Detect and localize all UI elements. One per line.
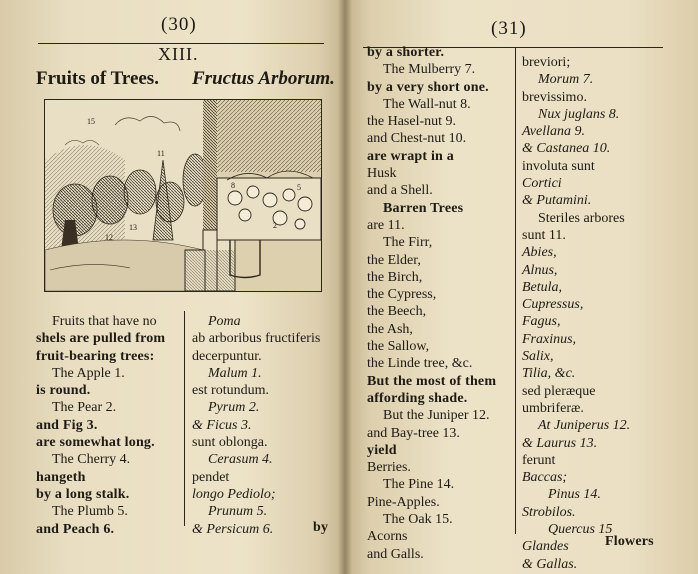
english-line: the Elder, bbox=[367, 252, 421, 268]
latin-line: Malum 1. bbox=[208, 365, 262, 381]
woodcut-number-15: 15 bbox=[87, 117, 95, 126]
latin-line: Avellana 9. bbox=[522, 124, 585, 140]
title-english: Fruits of Trees. bbox=[36, 68, 159, 89]
english-line: by a very short one. bbox=[367, 79, 489, 95]
latin-line: ferunt bbox=[522, 452, 556, 468]
latin-line: Abies, bbox=[522, 245, 557, 261]
latin-line: Morum 7. bbox=[538, 72, 594, 88]
latin-line: Poma bbox=[208, 314, 241, 329]
english-line: The Apple 1. bbox=[52, 365, 125, 381]
english-line: The Pine 14. bbox=[383, 477, 455, 493]
latin-line: involuta sunt bbox=[522, 158, 595, 174]
english-line: the Birch, bbox=[367, 269, 423, 285]
latin-line: Pyrum 2. bbox=[208, 400, 260, 416]
english-line: The Plumb 5. bbox=[52, 504, 128, 520]
latin-line: Quercus 15 bbox=[548, 522, 613, 538]
woodcut-number-12: 12 bbox=[105, 233, 113, 242]
english-line: The Wall-nut 8. bbox=[383, 96, 471, 112]
orchard-engraving bbox=[45, 100, 321, 291]
english-line: Pine-Apples. bbox=[367, 494, 440, 510]
latin-line: Betula, bbox=[522, 279, 563, 295]
latin-line: Glandes bbox=[522, 539, 569, 555]
latin-line: est rotundum. bbox=[192, 383, 269, 399]
english-line: shels are pulled from bbox=[36, 331, 166, 347]
latin-line: & Ficus 3. bbox=[192, 417, 252, 433]
english-line: and a Shell. bbox=[367, 183, 433, 199]
english-line: and Galls. bbox=[367, 546, 424, 562]
english-line: Fruits that have no bbox=[52, 314, 157, 329]
woodcut-number-13: 13 bbox=[129, 223, 137, 232]
latin-line: & Gallas. bbox=[522, 556, 578, 572]
right-latin-column bbox=[522, 54, 630, 573]
left-english-column bbox=[36, 313, 165, 538]
latin-line: & Castanea 10. bbox=[522, 141, 611, 157]
latin-line: Tilia, &c. bbox=[522, 366, 576, 382]
latin-line: At Juniperus 12. bbox=[538, 418, 631, 434]
english-line: But the Juniper 12. bbox=[383, 408, 490, 424]
english-line: are somewhat long. bbox=[36, 435, 155, 451]
latin-line: & Laurus 13. bbox=[522, 435, 598, 451]
latin-line: pendet bbox=[192, 469, 230, 485]
english-line: the Linde tree, &c. bbox=[367, 356, 473, 372]
english-line: yield bbox=[367, 442, 397, 458]
title-latin: Fructus Arborum. bbox=[192, 68, 335, 89]
chapter-number: XIII. bbox=[158, 44, 199, 64]
latin-line: Alnus, bbox=[522, 262, 558, 278]
latin-line: ab arboribus fructiferis bbox=[192, 331, 321, 347]
english-line: The Firr, bbox=[383, 235, 433, 251]
english-line: and Chest-nut 10. bbox=[367, 131, 467, 147]
english-line: Berries. bbox=[367, 460, 411, 476]
english-line: The Mulberry 7. bbox=[383, 62, 476, 78]
latin-line: brevissimo. bbox=[522, 89, 587, 105]
english-line: the Beech, bbox=[367, 304, 427, 320]
latin-line: Steriles arbores bbox=[538, 210, 625, 226]
left-page bbox=[0, 0, 345, 574]
latin-line: Fagus, bbox=[522, 314, 561, 330]
english-line: is round. bbox=[36, 383, 91, 399]
latin-line: umbriferæ. bbox=[522, 400, 584, 416]
english-line: and Fig 3. bbox=[36, 417, 98, 433]
woodcut-number-2: 2 bbox=[273, 221, 277, 230]
column-divider bbox=[515, 48, 516, 534]
english-line: Barren Trees bbox=[383, 200, 464, 216]
latin-line: Fraxinus, bbox=[522, 331, 577, 347]
english-line: by a shorter. bbox=[367, 45, 445, 60]
right-page-number: (31) bbox=[491, 18, 527, 39]
latin-line: Cortici bbox=[522, 176, 562, 192]
english-line: the Cypress, bbox=[367, 287, 437, 303]
latin-line: longo Pediolo; bbox=[192, 486, 276, 502]
latin-line: sunt 11. bbox=[522, 227, 566, 243]
left-page-number: (30) bbox=[161, 14, 197, 35]
left-latin-column bbox=[192, 313, 320, 538]
english-line: hangeth bbox=[36, 469, 86, 485]
latin-line: sunt oblonga. bbox=[192, 435, 268, 451]
woodcut-number-5: 5 bbox=[297, 183, 301, 192]
woodcut-number-8: 8 bbox=[231, 181, 235, 190]
english-line: The Oak 15. bbox=[383, 512, 453, 528]
latin-line: breviori; bbox=[522, 55, 571, 70]
english-line: by a long stalk. bbox=[36, 486, 130, 502]
latin-line: Prunum 5. bbox=[208, 504, 268, 520]
latin-line: decerpuntur. bbox=[192, 348, 262, 364]
english-line: affording shade. bbox=[367, 390, 468, 406]
latin-line: Cerasum 4. bbox=[208, 452, 273, 468]
woodcut-number-11: 11 bbox=[157, 149, 165, 158]
column-divider bbox=[184, 311, 185, 526]
latin-line: Nux juglans 8. bbox=[538, 106, 620, 122]
english-line: the Sallow, bbox=[367, 339, 430, 355]
english-line: the Ash, bbox=[367, 321, 413, 337]
right-page bbox=[345, 0, 698, 574]
latin-line: Pinus 14. bbox=[548, 487, 601, 503]
latin-line: Strobilos. bbox=[522, 504, 576, 520]
latin-line: & Persicum 6. bbox=[192, 521, 274, 537]
english-line: are 11. bbox=[367, 217, 405, 233]
right-catchword: Flowers bbox=[605, 534, 654, 549]
right-english-column bbox=[367, 44, 496, 563]
latin-line: Salix, bbox=[522, 349, 554, 365]
english-line: and Bay-tree 13. bbox=[367, 425, 460, 441]
latin-line: & Putamini. bbox=[522, 193, 592, 209]
book-gutter bbox=[338, 0, 352, 574]
english-line: fruit-bearing trees: bbox=[36, 348, 155, 364]
english-line: the Hasel-nut 9. bbox=[367, 114, 457, 130]
latin-line: Baccas; bbox=[522, 470, 568, 486]
english-line: The Cherry 4. bbox=[52, 452, 131, 468]
english-line: and Peach 6. bbox=[36, 521, 115, 537]
left-catchword: by bbox=[313, 520, 329, 535]
english-line: The Pear 2. bbox=[52, 400, 117, 416]
english-line: are wrapt in a bbox=[367, 148, 454, 164]
latin-line: sed pleræque bbox=[522, 383, 596, 399]
woodcut-illustration bbox=[44, 99, 322, 292]
english-line: But the most of them bbox=[367, 373, 497, 389]
latin-line: Cupressus, bbox=[522, 297, 584, 313]
english-line: Acorns bbox=[367, 529, 408, 545]
english-line: Husk bbox=[367, 166, 397, 182]
